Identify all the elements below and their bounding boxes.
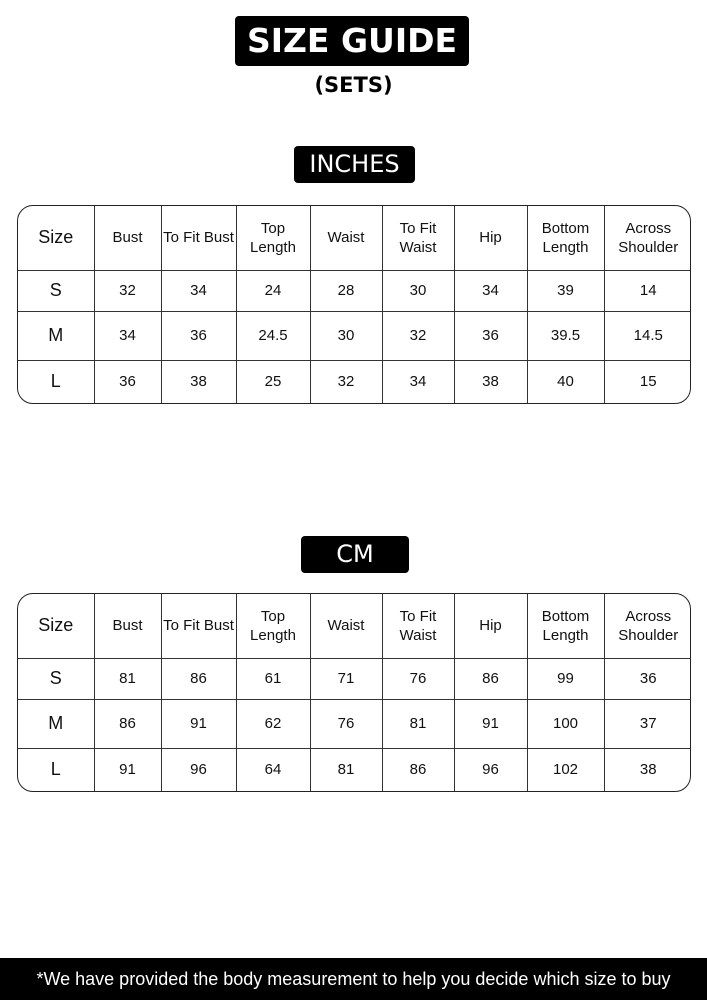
value-cell: 30: [382, 270, 454, 311]
value-cell: 81: [382, 699, 454, 748]
value-cell: 96: [161, 748, 236, 791]
footer-note: *We have provided the body measurement to help you decide which size to buy: [0, 958, 707, 1000]
table-row: [18, 311, 691, 360]
column-header: Size: [18, 206, 94, 270]
value-cell: 38: [161, 360, 236, 403]
size-cell: M: [18, 311, 94, 360]
column-header: Bust: [94, 206, 161, 270]
value-cell: 76: [310, 699, 382, 748]
value-cell: 71: [310, 658, 382, 699]
value-cell: 81: [310, 748, 382, 791]
value-cell: 91: [454, 699, 527, 748]
value-cell: 36: [604, 658, 691, 699]
column-header: Size: [18, 594, 94, 658]
value-cell: 86: [161, 658, 236, 699]
column-header: Waist: [310, 206, 382, 270]
value-cell: 61: [236, 658, 310, 699]
value-cell: 32: [382, 311, 454, 360]
value-cell: 34: [94, 311, 161, 360]
inches-size-table: [17, 205, 691, 404]
value-cell: 62: [236, 699, 310, 748]
value-cell: 86: [382, 748, 454, 791]
value-cell: 76: [382, 658, 454, 699]
value-cell: 39.5: [527, 311, 604, 360]
table-row: [18, 699, 691, 748]
cm-size-table: [17, 593, 691, 792]
value-cell: 86: [454, 658, 527, 699]
column-header: Bottom Length: [527, 594, 604, 658]
value-cell: 38: [639, 761, 657, 779]
table-header-row: [18, 206, 691, 270]
value-cell: 34: [382, 360, 454, 403]
size-cell: L: [18, 360, 94, 403]
size-cell: S: [18, 270, 94, 311]
value-cell: 36: [161, 311, 236, 360]
value-cell: 24: [236, 270, 310, 311]
value-cell: 91: [161, 699, 236, 748]
value-cell: 81: [94, 658, 161, 699]
value-cell: 14.5: [604, 311, 691, 360]
value-cell: 64: [236, 748, 310, 791]
value-cell: 32: [310, 360, 382, 403]
value-cell: 37: [604, 699, 691, 748]
table-row: [18, 658, 691, 699]
value-cell: 36: [454, 311, 527, 360]
value-cell: 34: [454, 270, 527, 311]
column-header: Bottom Length: [527, 206, 604, 270]
value-cell: 25: [236, 360, 310, 403]
column-header: Top Length: [236, 206, 310, 270]
value-cell: 39: [527, 270, 604, 311]
column-header: To Fit Waist: [382, 594, 454, 658]
inches-section-label: INCHES: [294, 146, 415, 183]
value-cell: 34: [161, 270, 236, 311]
column-header: Waist: [310, 594, 382, 658]
size-cell: S: [18, 658, 94, 699]
table-row: [18, 360, 691, 403]
value-cell: 102: [527, 748, 604, 791]
value-cell: 100: [527, 699, 604, 748]
column-header: Hip: [454, 594, 527, 658]
value-cell: 14: [604, 270, 691, 311]
value-cell: 99: [527, 658, 604, 699]
value-cell: 30: [310, 311, 382, 360]
column-header: Top Length: [236, 594, 310, 658]
value-cell: 86: [94, 699, 161, 748]
value-cell: 38: [454, 360, 527, 403]
table-row: [18, 270, 691, 311]
size-cell: L: [18, 748, 94, 791]
column-header: To Fit Bust: [161, 206, 236, 270]
value-cell: 40: [527, 360, 604, 403]
column-header: Across Shoulder: [604, 594, 691, 658]
page-title: SIZE GUIDE: [235, 16, 469, 66]
value-cell: 91: [94, 748, 161, 791]
value-cell: 36: [94, 360, 161, 403]
size-cell: M: [18, 699, 94, 748]
value-cell: 32: [94, 270, 161, 311]
cm-section-label: CM: [301, 536, 409, 573]
column-header: To Fit Waist: [382, 206, 454, 270]
column-header: Hip: [454, 206, 527, 270]
table-header-row: [18, 594, 691, 658]
table-row: [18, 748, 691, 791]
column-header: Bust: [94, 594, 161, 658]
column-header: To Fit Bust: [161, 594, 236, 658]
value-cell: 96: [454, 748, 527, 791]
value-cell: 24.5: [236, 311, 310, 360]
page-subtitle: (SETS): [314, 73, 393, 97]
value-cell: 28: [310, 270, 382, 311]
column-header: Across Shoulder: [604, 206, 691, 270]
value-cell: 15: [639, 373, 657, 391]
